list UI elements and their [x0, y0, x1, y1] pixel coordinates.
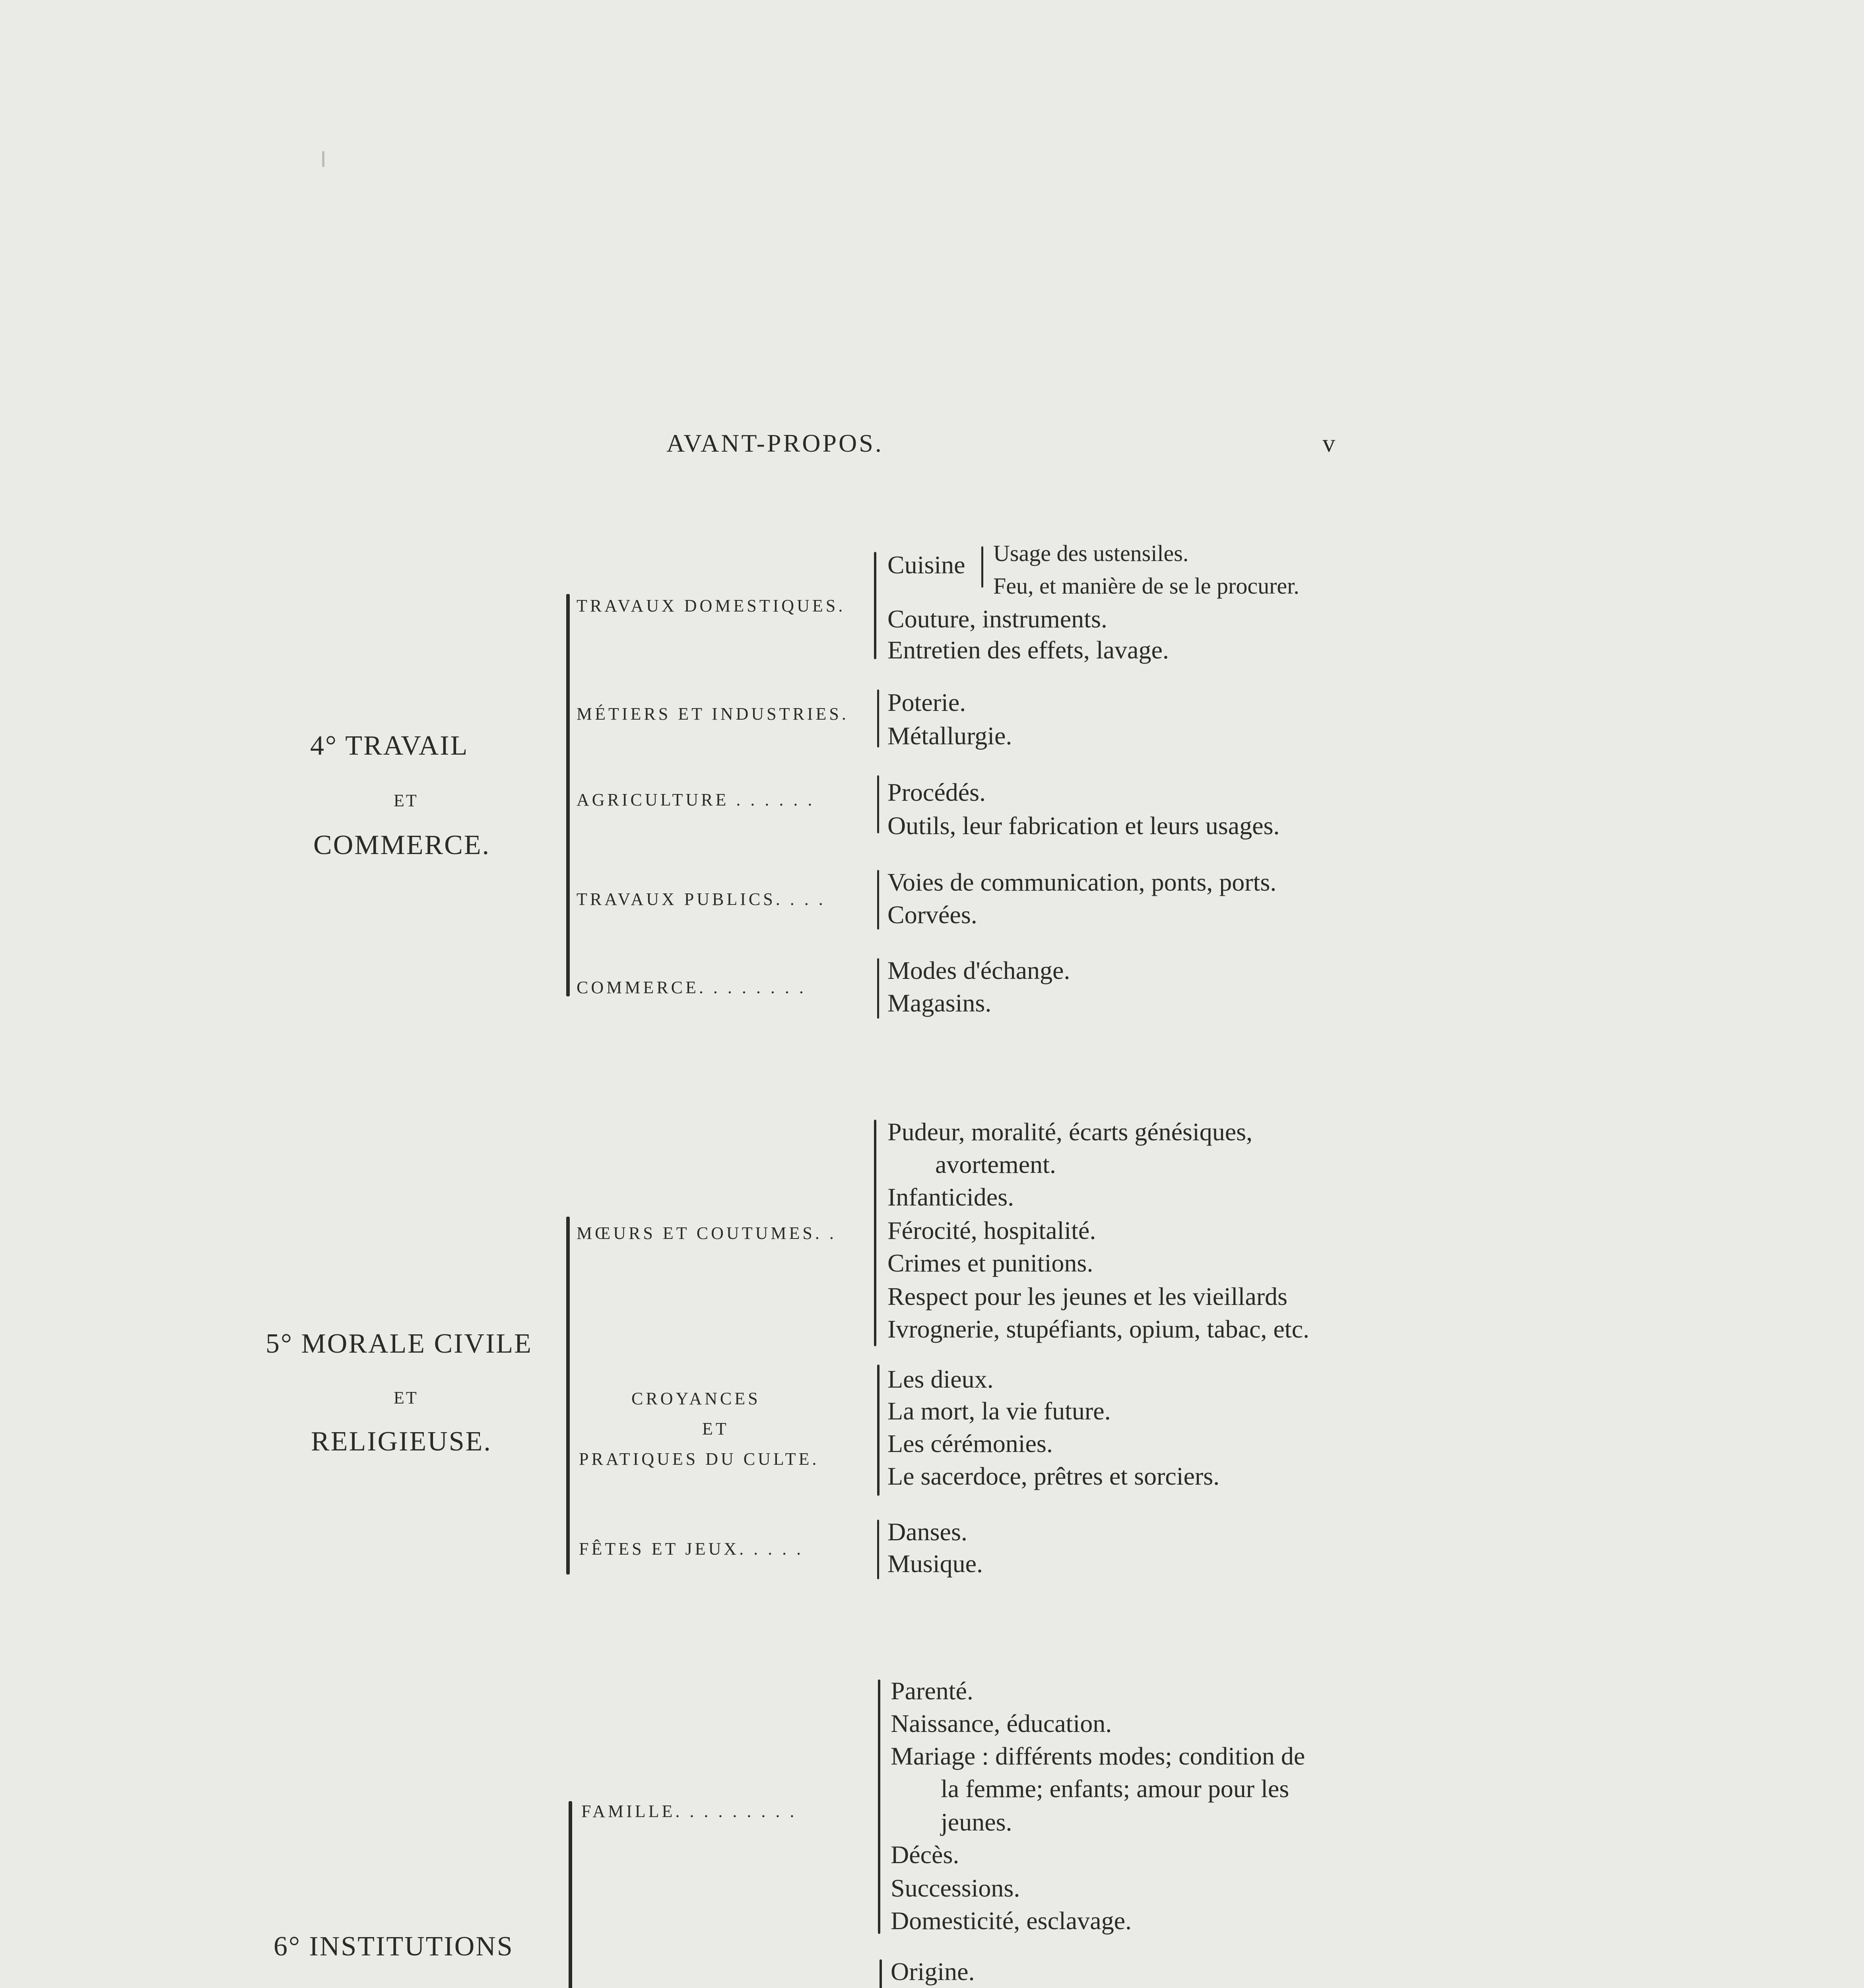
item-infanticides: Infanticides. — [887, 1183, 1014, 1211]
item-avortement: avortement. — [935, 1150, 1056, 1178]
item-pudeur: Pudeur, moralité, écarts génésiques, — [887, 1118, 1253, 1146]
item-crimes: Crimes et punitions. — [887, 1249, 1093, 1277]
fetes-brace — [877, 1520, 879, 1579]
item-magasins: Magasins. — [887, 989, 992, 1017]
cuisine-item-2: Feu, et manière de se le procurer. — [993, 573, 1299, 599]
item-corvees: Corvées. — [887, 901, 977, 929]
section5-brace — [566, 1217, 570, 1574]
section6-brace — [569, 1801, 572, 1988]
item-mariage: Mariage : différents modes; condition de — [891, 1742, 1305, 1770]
item-successions: Successions. — [891, 1874, 1020, 1902]
section4-title-line2: COMMERCE. — [313, 830, 491, 860]
item-sacerdoce: Le sacerdoce, prêtres et sorciers. — [887, 1462, 1220, 1490]
sub-croyances-line3: PRATIQUES DU CULTE. — [579, 1449, 819, 1469]
item-jeunes: jeunes. — [941, 1808, 1012, 1836]
cuisine-brace — [981, 546, 983, 588]
item-poterie: Poterie. — [887, 688, 966, 716]
item-naissance: Naissance, éducation. — [891, 1709, 1112, 1738]
item-danses: Danses. — [887, 1518, 967, 1546]
metiers-brace — [877, 689, 879, 747]
section5-et: ET — [394, 1388, 418, 1408]
item-dieux: Les dieux. — [887, 1365, 994, 1393]
travaux-publics-brace — [877, 870, 879, 930]
page-number: v — [1322, 429, 1337, 457]
item-ferocite: Férocité, hospitalité. — [887, 1216, 1096, 1244]
item-respect: Respect pour les jeunes et les vieillards — [887, 1282, 1287, 1310]
item-voies: Voies de communication, ponts, ports. — [887, 868, 1277, 896]
sub-metiers-industries: MÉTIERS ET INDUSTRIES. — [577, 704, 849, 724]
item-entretien: Entretien des effets, lavage. — [887, 636, 1169, 664]
item-outils: Outils, leur fabrication et leurs usages. — [887, 812, 1280, 840]
item-ceremonies: Les cérémonies. — [887, 1429, 1053, 1458]
sub-travaux-domestiques: TRAVAUX DOMESTIQUES. — [577, 596, 846, 615]
sub-commerce: COMMERCE. . . . . . . . — [577, 978, 806, 997]
item-la-femme: la femme; enfants; amour pour les — [941, 1774, 1289, 1803]
item-metallurgie: Métallurgie. — [887, 722, 1012, 750]
sub-croyances-line2: ET — [702, 1419, 729, 1439]
item-musique: Musique. — [887, 1549, 983, 1578]
section6-title-line1: 6° INSTITUTIONS — [274, 1931, 514, 1962]
section4-title-line1: 4° TRAVAIL — [310, 730, 469, 761]
item-ivrognerie: Ivrognerie, stupéfiants, opium, tabac, etc. — [887, 1315, 1309, 1343]
section5-title-line2: RELIGIEUSE. — [311, 1426, 492, 1457]
item-mort: La mort, la vie future. — [887, 1397, 1111, 1425]
croyances-brace — [877, 1365, 880, 1496]
cuisine-item-1: Usage des ustensiles. — [993, 540, 1189, 566]
sub-travaux-publics: TRAVAUX PUBLICS. . . . — [577, 889, 826, 909]
agriculture-brace — [877, 775, 879, 833]
moeurs-brace — [874, 1120, 876, 1346]
travaux-domestiques-brace — [874, 552, 876, 659]
sub-famille: FAMILLE. . . . . . . . . — [581, 1802, 797, 1821]
item-cuisine: Cuisine — [887, 551, 965, 579]
section5-title-line1: 5° MORALE CIVILE — [266, 1328, 532, 1359]
item-parente: Parenté. — [891, 1677, 973, 1705]
item-domesticite: Domesticité, esclavage. — [891, 1906, 1132, 1935]
propriete-brace — [880, 1959, 882, 1988]
sub-moeurs-coutumes: MŒURS ET COUTUMES. . — [577, 1223, 837, 1243]
item-origine: Origine. — [891, 1957, 975, 1986]
sub-agriculture: AGRICULTURE . . . . . . — [577, 790, 815, 810]
sub-croyances-line1: CROYANCES — [631, 1389, 761, 1408]
page-header-title: AVANT-PROPOS. — [666, 429, 883, 457]
section4-et: ET — [394, 791, 418, 810]
commerce-brace — [877, 958, 879, 1019]
item-couture: Couture, instruments. — [887, 605, 1107, 633]
famille-brace — [878, 1679, 880, 1934]
sub-fetes-jeux: FÊTES ET JEUX. . . . . — [579, 1539, 804, 1559]
item-deces: Décès. — [891, 1840, 959, 1869]
paper-mark — [322, 151, 324, 167]
item-procedes: Procédés. — [887, 778, 986, 806]
section4-brace — [566, 594, 570, 996]
item-modes-echange: Modes d'échange. — [887, 956, 1070, 984]
